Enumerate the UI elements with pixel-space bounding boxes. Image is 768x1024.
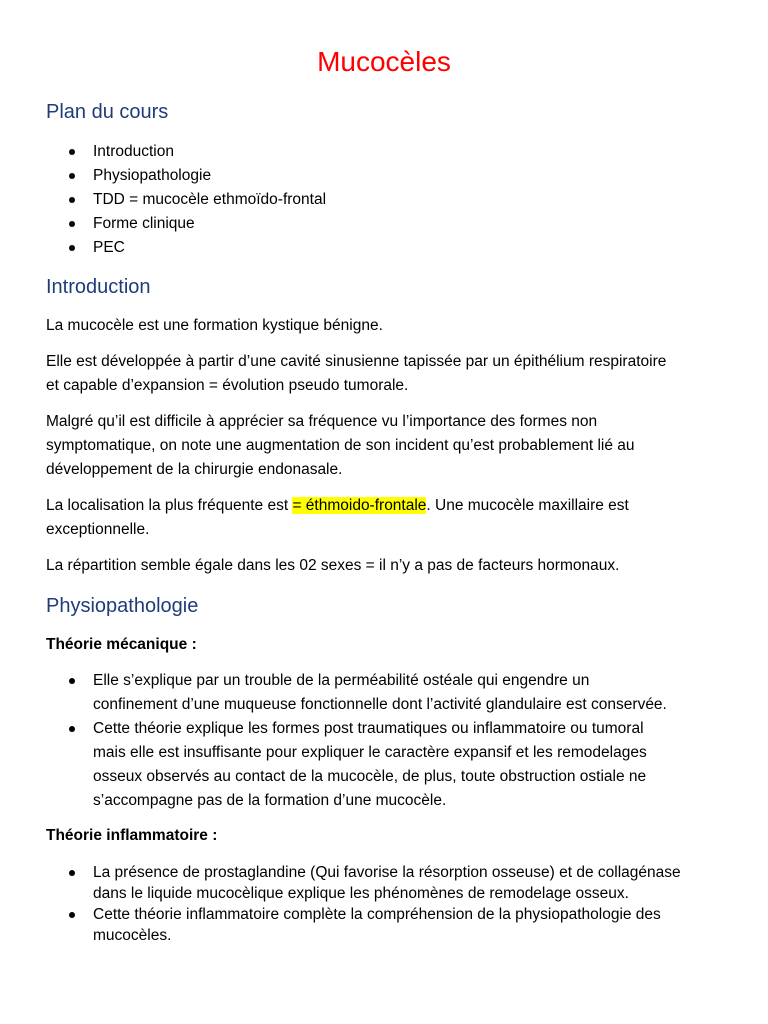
heading-physiopathologie: Physiopathologie	[46, 595, 199, 617]
bullet-icon	[69, 197, 75, 203]
bullet-icon	[69, 149, 75, 155]
intro-paragraph-3: Malgré qu’il est difficile à apprécier sa fréquence vu l’importance des formes non symptomatique, on note une augmentation de son incident qu’est probablement lié au développement de la chirurgie endonasale.	[46, 413, 635, 478]
intro-paragraph-2: Elle est développée à partir d’une cavité sinusienne tapissée par un épithélium respiratoire et capable d’expansion = évolution pseudo tumorale.	[46, 353, 667, 394]
document-title: Mucocèles	[317, 46, 451, 77]
heading-plan: Plan du cours	[46, 101, 169, 123]
highlighted-text: = éthmoido-frontale	[292, 497, 427, 514]
subheading-theorie-mecanique: Théorie mécanique :	[46, 636, 197, 653]
intro-paragraph-5: La répartition semble égale dans les 02 sexes = il n’y a pas de facteurs hormonaux.	[46, 557, 620, 574]
heading-introduction: Introduction	[46, 276, 151, 298]
bullet-icon	[69, 678, 75, 684]
bullet-icon	[69, 870, 75, 876]
bullet-icon	[69, 221, 75, 227]
bullet-icon	[69, 726, 75, 732]
bullet-icon	[69, 173, 75, 179]
intro-paragraph-1: La mucocèle est une formation kystique bénigne.	[46, 317, 383, 334]
subheading-theorie-inflammatoire: Théorie inflammatoire :	[46, 827, 218, 844]
bullet-icon	[69, 912, 75, 918]
intro-paragraph-4: La localisation la plus fréquente est = éthmoido-frontale. Une mucocèle maxillaire est exceptionnelle.	[46, 497, 629, 538]
bullet-icon	[69, 245, 75, 251]
document-page: Mucocèles Plan du cours Introduction Physiopathologie TDD = mucocèle ethmoïdo-frontal Forme clinique PEC Introduction La mucocèle est une formation kystique bénigne. Elle est développée à partir d’une cavité sinusienne tapissée par un épithélium respiratoire et capable d’expansion = évolution pseudo tumorale. Malgré qu’il est difficile à apprécier sa fréquence vu l’importance des formes non symptomatique, on note une augmentation de son incident qu’est probablement lié au développement de la chirurgie endonasale. La localisation la plus fréquente est = éthmoido-frontale. Une mucocèle maxillaire est exceptionnelle. La répartition semble égale dans les 02 sexes = il n’y a pas de facteurs hormonaux. Physiopathologie Théorie mécanique : Elle s’explique par un trouble de la perméabilité ostéale qui engendre un confinement d’une muqueuse fonctionnelle dont l’activité glandulaire est conservée. Cette théorie explique les formes post traumatiques ou inflammatoire ou tumoral mais elle est insuffisante pour expliquer le caractère expansif et les remodelages osseux observés au contact de la mucocèle, de plus, toute obstruction ostiale ne s’accompagne pas de la formation d’une mucocèle. Théorie inflammatoire : La présence de prostaglandine (Qui favorise la résorption osseuse) et de collagénase dans le liquide mucocèlique explique les phénomènes de remodelage osseux. Cette théorie inflammatoire complète la compréhension de la physiopathologie des mucocèles.	[0, 0, 768, 1024]
